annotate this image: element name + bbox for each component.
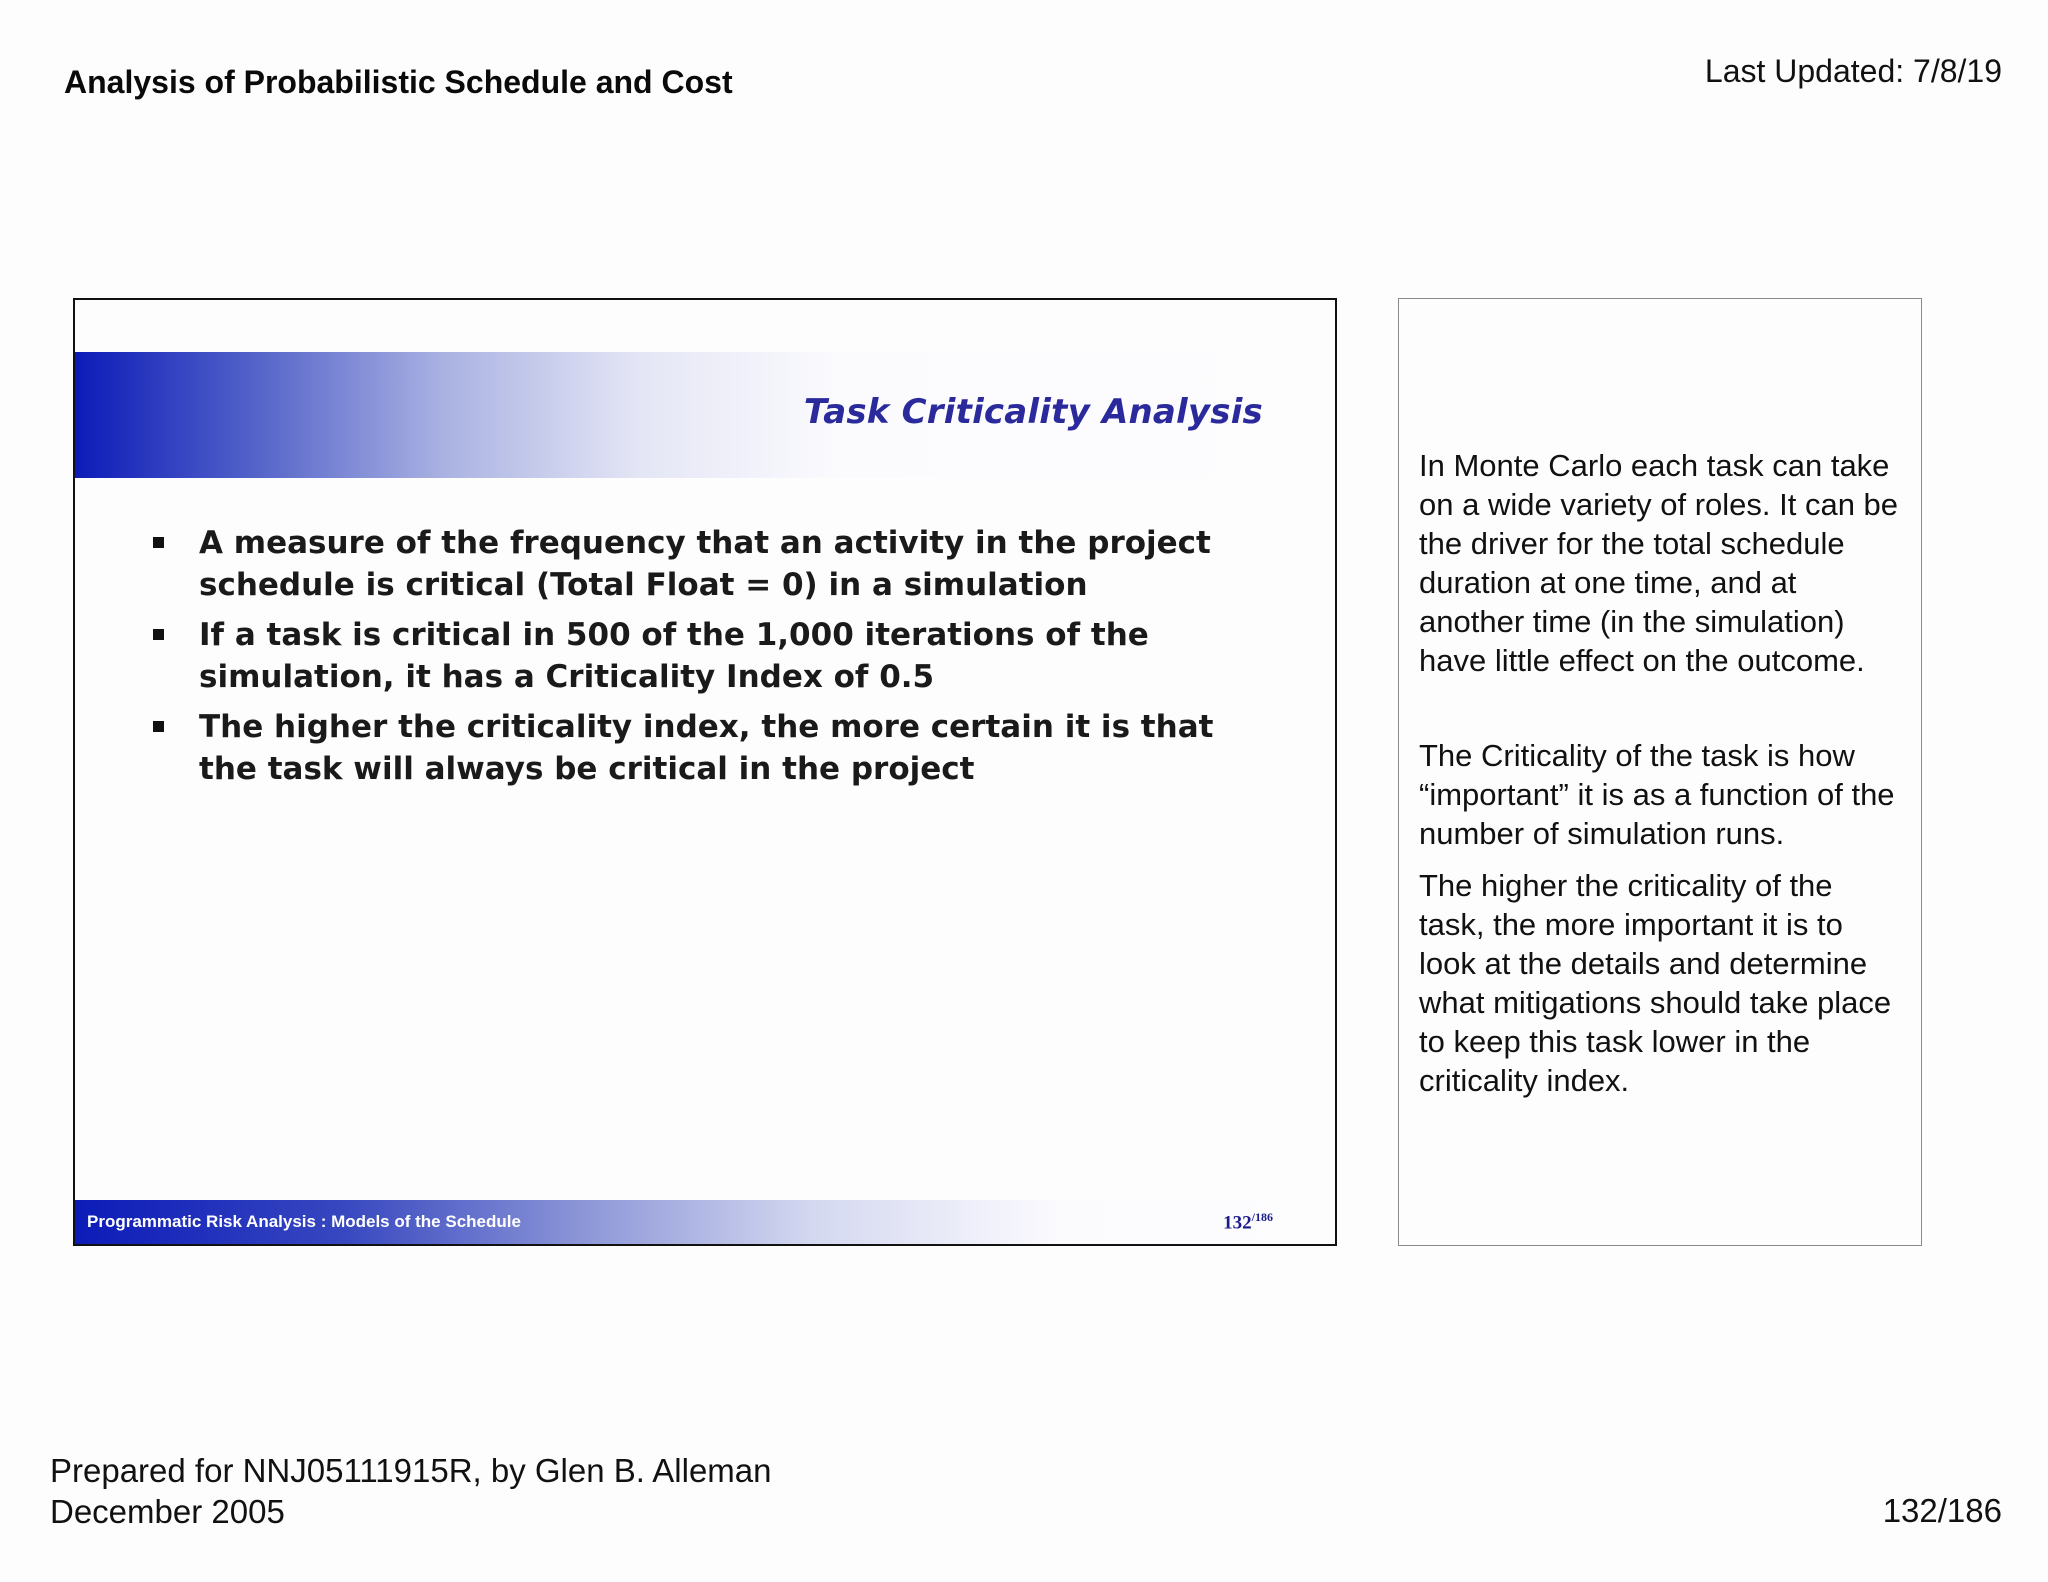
notes-paragraph: The higher the criticality of the task, the more important it is to look at the details and determine what mitigations should take place to keep this task lower in the criticality index. xyxy=(1419,868,1892,1098)
slide-bullet-list xyxy=(153,522,1253,798)
square-bullet-icon xyxy=(153,537,164,548)
notes-panel xyxy=(1398,298,1922,1246)
page-number: 132/186 xyxy=(1882,1492,2002,1529)
slide-title: Task Criticality Analysis xyxy=(803,392,1263,432)
page-title: Analysis of Probabilistic Schedule and Cost xyxy=(64,64,733,100)
prepared-by-footer xyxy=(50,1450,772,1532)
slide-bullet-item xyxy=(153,706,1253,790)
slide-page-current: 132 xyxy=(1223,1212,1252,1234)
notes-paragraph: In Monte Carlo each task can take on a wide variety of roles. It can be the driver for the total schedule duration at one time, and at another time (in the simulation) have little effect on the outcome. xyxy=(1419,448,1899,678)
notes-paragraph: The Criticality of the task is how “important” it is as a function of the number of simulation runs. xyxy=(1419,738,1895,851)
slide-page-number xyxy=(1223,1210,1273,1234)
slide-bullet-item xyxy=(153,522,1253,606)
slide-bullet-text: A measure of the frequency that an activity in the project schedule is critical (Total Float = 0) in a simulation xyxy=(199,525,1211,603)
last-updated-label: Last Updated: 7/8/19 xyxy=(1704,53,2002,89)
slide-footer-band xyxy=(75,1200,1305,1244)
slide-bullet-item xyxy=(153,614,1253,698)
slide-page-total: /186 xyxy=(1251,1210,1273,1224)
slide-title-band xyxy=(75,352,1305,478)
square-bullet-icon xyxy=(153,629,164,640)
slide-image xyxy=(73,298,1337,1246)
slide-footer-text: Programmatic Risk Analysis : Models of the Schedule xyxy=(87,1212,521,1231)
prepared-for-line: Prepared for NNJ05111915R, by Glen B. Alleman xyxy=(50,1452,772,1489)
slide-bullet-text: If a task is critical in 500 of the 1,000 iterations of the simulation, it has a Criticality Index of 0.5 xyxy=(199,617,1149,695)
slide-bullet-text: The higher the criticality index, the more certain it is that the task will always be critical in the project xyxy=(199,709,1214,787)
prepared-date-line: December 2005 xyxy=(50,1493,285,1530)
square-bullet-icon xyxy=(153,721,164,732)
